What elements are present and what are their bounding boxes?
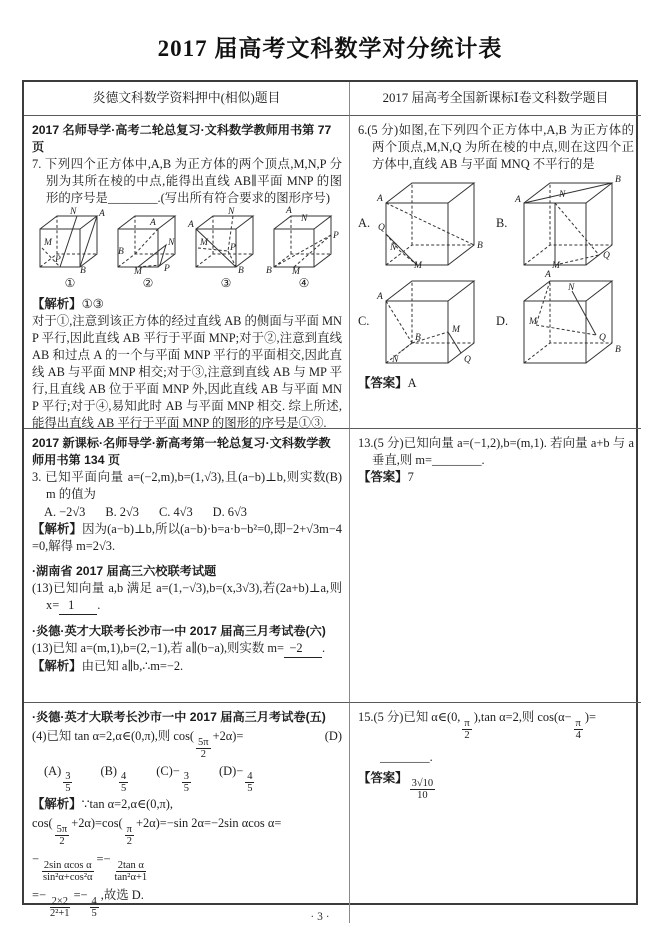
fraction: $\frac{\text{2tan α}}{\text{tan²α+1}}$ bbox=[114, 859, 148, 883]
option-cube-B bbox=[496, 177, 634, 269]
cube-B-label: B. bbox=[496, 215, 508, 230]
point-label-Q: Q bbox=[603, 251, 610, 261]
right-row1-cell bbox=[350, 116, 641, 429]
fraction: $\frac{\pi}{2}$ bbox=[126, 824, 132, 848]
question-13a-answer: 1 bbox=[59, 597, 97, 615]
answer-13 bbox=[358, 469, 634, 486]
option-b: B. 2√3 bbox=[105, 505, 139, 519]
analysis-answer: ①③ bbox=[81, 297, 104, 311]
figure-3-number: ③ bbox=[220, 276, 232, 290]
option-d: (D)− $\frac{4}{5}$ bbox=[219, 763, 253, 795]
answer-13-value: 7 bbox=[407, 470, 414, 484]
fraction: $\frac{5\pi}{2}$ bbox=[56, 824, 68, 848]
point-label-A: A bbox=[188, 220, 194, 230]
point-label-B: B bbox=[80, 266, 86, 276]
analysis-7 bbox=[32, 296, 342, 313]
point-label-M: M bbox=[44, 238, 52, 248]
analysis-13b-body: 由已知 a∥b,∴m=−2. bbox=[81, 659, 184, 673]
analysis-7-body: 对于①,注意到该正方体的经过直线 AB 的侧面与平面 MNP 平行,因此直线 AB 平行于平面 MNP;对于②,注意到直线 AB 和过点 A 的一个与平面 MNP 平行的平面相交,因此直线 AB 与平面 MNP 相交;对于③,注意到直线 AB 与 MP 平行,且直线 AB 位于平面 MNP 外,因此直线 AB 与平面 MNP 平行;对于④,易知此时 AB 与平面 MNP 相交. 综上所述,能得出直线 AB 平行于平面 MNP 的图形的序号是①③. bbox=[32, 314, 342, 430]
question-13-text: 13.(5 分)已知向量 a=(−1,2),b=(m,1). 若向量 a+b 与 a 垂直,则 m=________. bbox=[358, 436, 634, 467]
point-label-B: B bbox=[118, 247, 124, 257]
point-label-M: M bbox=[414, 261, 422, 271]
fraction: $\frac{5\pi}{2}$ bbox=[198, 736, 209, 760]
point-label-M: M bbox=[552, 261, 560, 271]
point-label-N: N bbox=[568, 283, 575, 293]
fraction: $\frac{\pi}{2}$ bbox=[464, 717, 470, 741]
point-label-A: A bbox=[99, 209, 105, 219]
answer-6-value: A bbox=[407, 376, 417, 390]
point-label-B: B bbox=[615, 175, 621, 185]
point-label-B: B bbox=[238, 266, 244, 276]
point-label-P: P bbox=[164, 264, 170, 274]
figure-2-number: ② bbox=[142, 276, 154, 290]
answer-15 bbox=[358, 770, 634, 802]
option-cube-D bbox=[496, 270, 634, 367]
analysis-4-line4: =− $\frac{2\times 2}{\text{2²+1}}$ =− $\frac{4}{5}$ ,故选 D. bbox=[32, 887, 144, 919]
table-header-left: 炎德文科数学资料押中(相似)题目 bbox=[24, 82, 350, 116]
point-label-M: M bbox=[452, 325, 460, 335]
table-header-right: 2017 届高考全国新课标Ⅰ卷文科数学题目 bbox=[350, 82, 641, 116]
point-label-M: M bbox=[529, 317, 537, 327]
comparison-table bbox=[22, 80, 638, 919]
option-c: (C)− $\frac{3}{5}$ bbox=[156, 763, 190, 795]
answer-15-fraction: $\frac{3√10}{10}$ bbox=[411, 778, 434, 802]
point-label-B: B bbox=[477, 241, 483, 251]
question-13b: (13)已知 a=(m,1),b=(2,−1),若 a∥(b−a),则实数 m= −2 . bbox=[32, 640, 342, 658]
figure-3 bbox=[188, 207, 262, 292]
left-row2-cell bbox=[24, 429, 350, 703]
analysis-label: 【解析】 bbox=[32, 797, 82, 812]
fraction: $\frac{4}{5}$ bbox=[120, 771, 127, 795]
cube-C-label: C. bbox=[358, 313, 370, 328]
fraction: $\frac{4}{5}$ bbox=[247, 771, 253, 795]
fraction: $\frac{3}{5}$ bbox=[65, 771, 71, 795]
fraction: $\frac{2\times 2}{\text{2²+1}}$ bbox=[49, 895, 70, 919]
cube-A-drawing bbox=[378, 177, 496, 269]
point-label-N: N bbox=[228, 207, 235, 217]
question-15-text: 15.(5 分)已知 α∈(0, $\frac{\pi}{2}$ ),tan α=2,则 cos(α− $\frac{\pi}{4}$ )= bbox=[358, 710, 596, 741]
figure-2 bbox=[112, 211, 184, 292]
fraction: $\frac{\pi}{4}$ bbox=[575, 717, 581, 741]
point-label-N: N bbox=[168, 238, 175, 248]
question-13b-answer: −2 bbox=[284, 640, 322, 658]
point-label-A: A bbox=[286, 206, 292, 216]
question-4-answer-tag: (D) bbox=[324, 729, 342, 743]
question-3-text: 3. 已知平面向量 a=(−2,m),b=(1,√3),且(a−b)⊥b,则实数 m 的值为 bbox=[32, 470, 326, 501]
point-label-Q: Q bbox=[464, 355, 471, 365]
cube-figures-right bbox=[358, 177, 634, 367]
left-row1-cell bbox=[24, 116, 350, 429]
option-a: A. −2√3 bbox=[44, 505, 86, 519]
analysis-4-line1: 【解析】∵tan α=2,α∈(0,π), bbox=[32, 797, 174, 812]
fraction: $\frac{\text{2sin αcos α}}{\text{sin²α+cos²α}}$ bbox=[43, 859, 93, 883]
point-label-M: M bbox=[134, 267, 142, 277]
question-3-options bbox=[32, 504, 342, 521]
fraction: $\frac{4}{5}$ bbox=[91, 895, 97, 919]
point-label-M: M bbox=[200, 238, 208, 248]
question-15-blank: ________. bbox=[380, 749, 433, 764]
figure-4 bbox=[266, 206, 340, 292]
option-c: C. 4√3 bbox=[158, 505, 193, 519]
cube-A-label: A. bbox=[358, 215, 371, 230]
source-hunan: ·湖南省 2017 届高三六校联考试题 bbox=[32, 564, 217, 578]
point-label-P: P bbox=[55, 255, 61, 265]
point-label-N: N bbox=[390, 243, 397, 253]
analysis-label: 【解析】 bbox=[32, 659, 82, 673]
point-label-N: N bbox=[301, 214, 308, 224]
option-d: D. 6√3 bbox=[212, 505, 247, 519]
point-label-A: A bbox=[515, 195, 521, 205]
answer-label: 【答案】 bbox=[358, 376, 408, 390]
option-a: (A) $\frac{3}{5}$ bbox=[44, 763, 71, 795]
left-row3-cell bbox=[24, 703, 350, 923]
point-label-A: A bbox=[545, 270, 551, 280]
point-label-A: A bbox=[377, 194, 383, 204]
point-label-A: A bbox=[377, 292, 383, 302]
question-3-answer-tag: (B) bbox=[325, 470, 342, 484]
point-label-N: N bbox=[392, 355, 399, 365]
source-yande-5: ·炎德·英才大联考长沙市一中 2017 届高三月考试卷(五) bbox=[32, 710, 326, 724]
point-label-B: B bbox=[266, 266, 272, 276]
question-7-text: 7. 下列四个正方体中,A,B 为正方体的两个顶点,M,N,P 分别为其所在棱的中点,能得出直线 AB∥平面 MNP 的图形的序号是________.(写出所有符合要求的图形序号) bbox=[32, 157, 342, 205]
right-row3-cell bbox=[350, 703, 641, 923]
question-13a: (13)已知向量 a,b 满足 a=(1,−√3),b=(x,3√3),若(2a+b)⊥a,则 x= 1 . bbox=[32, 580, 342, 615]
right-row2-cell bbox=[350, 429, 641, 703]
source-yande-6: ·炎德·英才大联考长沙市一中 2017 届高三月考试卷(六) bbox=[32, 624, 326, 638]
analysis-label: 【解析】 bbox=[32, 297, 82, 311]
analysis-13b bbox=[32, 658, 342, 675]
point-label-A: A bbox=[150, 218, 156, 228]
point-label-P: P bbox=[230, 243, 236, 253]
point-label-N: N bbox=[70, 207, 77, 217]
point-label-B: B bbox=[415, 333, 421, 343]
point-label-N: N bbox=[559, 190, 566, 200]
question-4-options bbox=[32, 763, 342, 795]
answer-label: 【答案】 bbox=[358, 770, 408, 785]
figure-4-number: ④ bbox=[298, 276, 310, 290]
question-4-text: (4)已知 tan α=2,α∈(0,π),则 cos( $\frac{5\pi}{2}$ +2α)= bbox=[32, 729, 244, 760]
point-label-Q: Q bbox=[599, 333, 606, 343]
analysis-4-line3: − $\frac{\text{2sin αcos α}}{\text{sin²α+cos²α}}$ =− $\frac{\text{2tan α}}{\text{tan²α+1}}$ bbox=[32, 852, 148, 883]
fraction: $\frac{3}{5}$ bbox=[183, 771, 190, 795]
figure-1 bbox=[34, 207, 106, 292]
analysis-4-line2: cos( $\frac{5\pi}{2}$ +2α)=cos( $\frac{\pi}{2}$ +2α)=−sin 2α=−2sin αcos α= bbox=[32, 816, 282, 848]
point-label-B: B bbox=[615, 345, 621, 355]
point-label-Q: Q bbox=[378, 223, 385, 233]
cube-C-drawing bbox=[378, 275, 496, 367]
answer-label: 【答案】 bbox=[358, 470, 408, 484]
question-6-text: 6.(5 分)如图,在下列四个正方体中,A,B 为正方体的两个顶点,M,N,Q 为所在棱的中点,则在这四个正方体中,直线 AB 与平面 MNQ 不平行的是 bbox=[358, 123, 634, 171]
point-label-P: P bbox=[333, 231, 339, 241]
page-number: · 3 · bbox=[310, 911, 330, 923]
source-book-134: 2017 新课标·名师导学·新高考第一轮总复习·文科数学教师用书第 134 页 bbox=[32, 436, 331, 467]
figure-1-number: ① bbox=[64, 276, 76, 290]
source-book-77: 2017 名师导学·高考二轮总复习·文科数学教师用书第 77 页 bbox=[32, 123, 332, 154]
option-cube-C bbox=[358, 275, 496, 367]
analysis-3 bbox=[32, 521, 342, 555]
option-cube-A bbox=[358, 177, 496, 269]
analysis-label: 【解析】 bbox=[32, 522, 83, 536]
cube-D-label: D. bbox=[496, 313, 509, 328]
answer-6 bbox=[358, 375, 634, 392]
analysis-3-body: 因为(a−b)⊥b,所以(a−b)·b=a·b−b²=0,即−2+√3m−4=0,解得 m=2√3. bbox=[32, 522, 342, 553]
cube-figures-left bbox=[34, 206, 340, 292]
point-label-M: M bbox=[292, 267, 300, 277]
option-b: (B) $\frac{4}{5}$ bbox=[100, 763, 127, 795]
page-title: 2017 届高考文科数学对分统计表 bbox=[157, 36, 503, 61]
cube-B-drawing bbox=[516, 177, 634, 269]
